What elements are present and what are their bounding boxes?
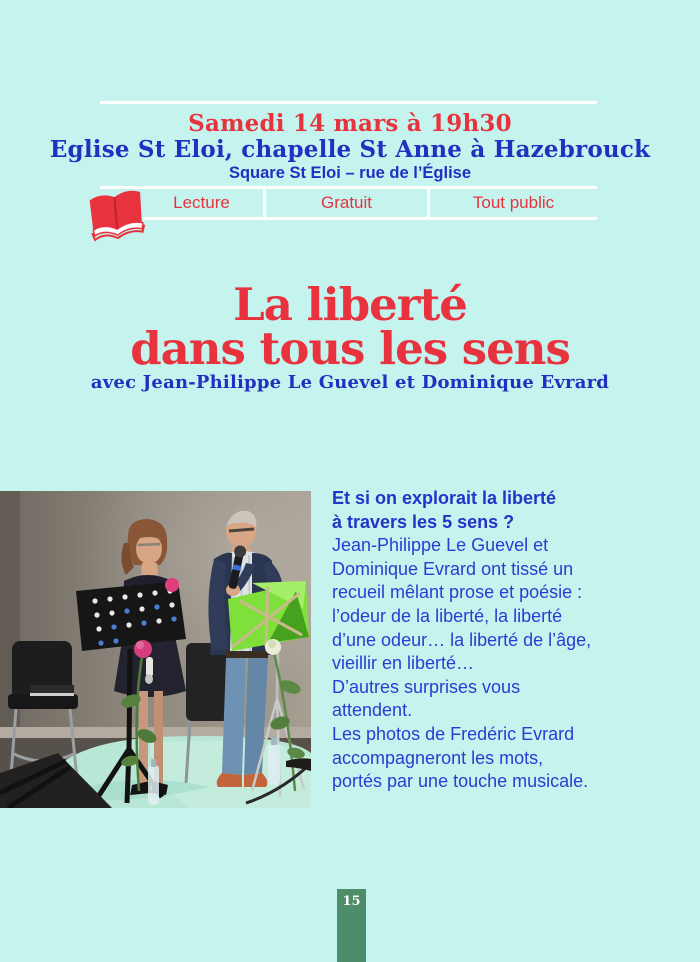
description-line: Les photos de Fredéric Evrard	[332, 723, 575, 744]
top-divider	[100, 101, 597, 104]
event-title	[0, 278, 700, 375]
event-venue: Eglise St Eloi, chapelle St Anne à Hazebrouck	[49, 136, 651, 163]
event-description	[332, 487, 682, 794]
page-number-tab	[337, 889, 366, 962]
category-gratuit: Gratuit	[320, 193, 373, 212]
event-photo	[0, 491, 311, 808]
description-line: D’autres surprises vous	[332, 676, 521, 697]
category-lecture: Lecture	[173, 193, 230, 212]
description-line: l’odeur de la liberté, la liberté	[332, 605, 563, 626]
description-line: portés par une touche musicale.	[332, 771, 589, 792]
description-line: attendent.	[332, 700, 413, 721]
event-date: Samedi 14 mars à 19h30	[188, 110, 512, 137]
event-subtitle: avec Jean-Philippe Le Guevel et Dominique Evrard	[90, 372, 610, 393]
description-line: d’une odeur… la liberté de l’âge,	[332, 629, 592, 650]
event-title-line1: La liberté	[233, 278, 467, 331]
description-line: Et si on explorait la liberté	[332, 488, 557, 508]
description-line: à travers les 5 sens ?	[332, 511, 515, 532]
description-line: Dominique Evrard ont tissé un	[332, 558, 574, 579]
event-address: Square St Eloi – rue de l’Église	[228, 164, 472, 182]
description-line: vieillir en liberté…	[332, 653, 475, 674]
page-number: 15	[342, 894, 361, 909]
description-line: accompagneront les mots,	[332, 747, 544, 768]
category-tout-public: Tout public	[472, 193, 555, 212]
description-line: recueil mêlant prose et poésie :	[332, 582, 583, 603]
category-row-bottom-divider	[143, 217, 597, 220]
description-line: Jean-Philippe Le Guevel et	[332, 535, 549, 556]
event-title-line2: dans tous les sens	[130, 322, 570, 375]
